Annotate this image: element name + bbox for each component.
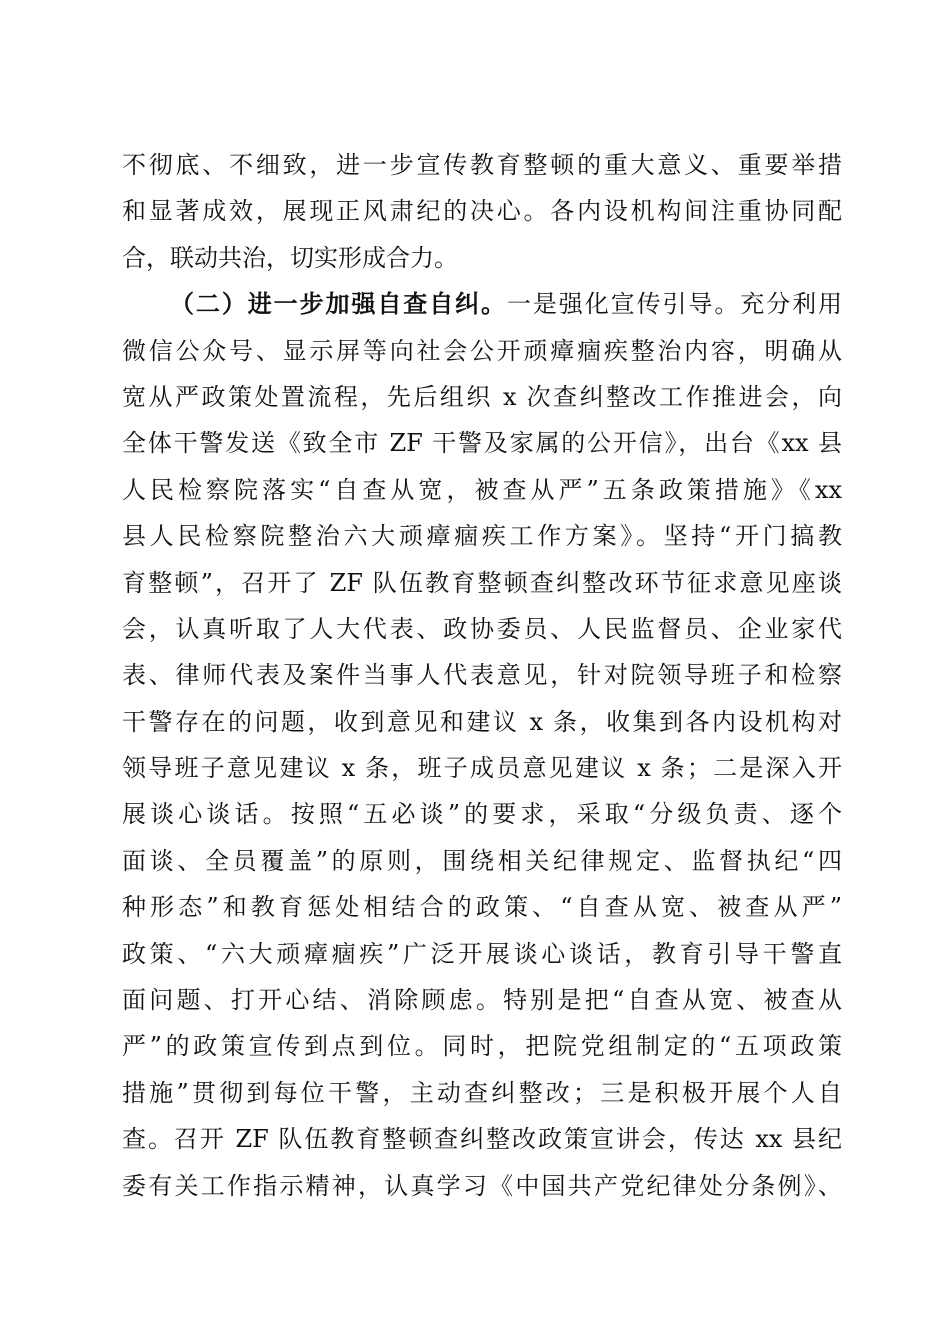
- paragraph-line: 种形态”和教育惩处相结合的政策、“自查从宽、被查从严”: [122, 893, 842, 922]
- paragraph-line: 表、律师代表及案件当事人代表意见，针对院领导班子和检察: [122, 661, 842, 690]
- paragraph-line: 查。召开 ZF 队伍教育整顿查纠整改政策宣讲会，传达 xx 县纪: [122, 1125, 842, 1154]
- paragraph-line: 委有关工作指示精神，认真学习《中国共产党纪律处分条例》、: [122, 1171, 842, 1200]
- paragraph-line: 政策、“六大顽瘴痼疾”广泛开展谈心谈话，教育引导干警直: [122, 939, 842, 968]
- paragraph-line: 宽从严政策处置流程，先后组织 x 次查纠整改工作推进会，向: [122, 382, 842, 411]
- paragraph-line: 和显著成效，展现正风肃纪的决心。各内设机构间注重协同配: [122, 197, 842, 226]
- first-line-text: 一是强化宣传引导。充分利用: [506, 290, 843, 319]
- paragraph-line: 微信公众号、显示屏等向社会公开顽瘴痼疾整治内容，明确从: [122, 336, 842, 365]
- paragraph-line: 育整顿”，召开了 ZF 队伍教育整顿查纠整改环节征求意见座谈: [122, 568, 842, 597]
- paragraph-line: 干警存在的问题，收到意见和建议 x 条，收集到各内设机构对: [122, 707, 842, 736]
- paragraph-line: 人民检察院落实“自查从宽，被查从严”五条政策措施》《xx: [122, 475, 842, 504]
- section-heading: （二）进一步加强自查自纠。: [170, 289, 507, 319]
- paragraph-line: 不彻底、不细致，进一步宣传教育整顿的重大意义、重要举措: [122, 151, 842, 179]
- paragraph-line: 会，认真听取了人大代表、政协委员、人民监督员、企业家代: [122, 614, 842, 643]
- paragraph-line: 领导班子意见建议 x 条，班子成员意见建议 x 条；二是深入开: [122, 754, 842, 783]
- paragraph-line: 全体干警发送《致全市 ZF 干警及家属的公开信》，出台《xx 县: [122, 429, 842, 458]
- paragraph-line: 面谈、全员覆盖”的原则，围绕相关纪律规定、监督执纪“四: [122, 846, 842, 875]
- paragraph-line: 合，联动共治，切实形成合力。: [122, 243, 458, 272]
- paragraph-line: 展谈心谈话。按照“五必谈”的要求，采取“分级负责、逐个: [122, 800, 842, 829]
- paragraph-line: 严”的政策宣传到点到位。同时，把院党组制定的“五项政策: [122, 1032, 842, 1061]
- paragraph-line: 县人民检察院整治六大顽瘴痼疾工作方案》。坚持“开门搞教: [122, 522, 842, 551]
- paragraph-line: 措施”贯彻到每位干警，主动查纠整改；三是积极开展个人自: [122, 1078, 842, 1107]
- document-body: [122, 142, 842, 1209]
- paragraph-line: 面问题、打开心结、消除顾虑。特别是把“自查从宽、被查从: [122, 986, 842, 1015]
- paragraph-first-line: [122, 281, 842, 327]
